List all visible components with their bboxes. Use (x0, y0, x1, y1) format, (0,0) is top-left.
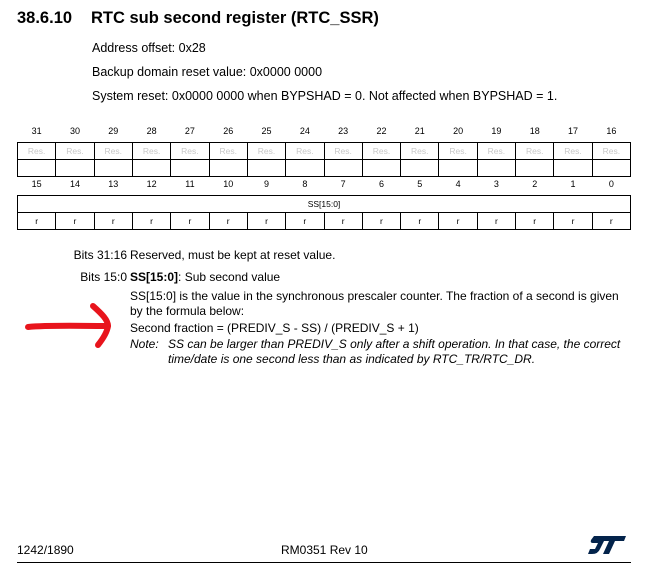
formula: Second fraction = (PREDIV_S - SS) / (PREDIV_S + 1) (130, 321, 419, 335)
bits-31-16-desc (73, 248, 630, 263)
bit-number: 22 (376, 126, 387, 136)
access-type: r (56, 213, 94, 230)
bit-number: 8 (302, 179, 308, 189)
access-type: r (18, 213, 56, 230)
access-type: r (401, 213, 439, 230)
register-upper-table (17, 120, 631, 177)
bit-number: 31 (31, 126, 42, 136)
bit-number: 16 (606, 126, 617, 136)
bit-number: 19 (491, 126, 502, 136)
section-heading (17, 9, 379, 28)
bit-number: 7 (340, 179, 346, 189)
bit-number: 11 (185, 179, 195, 189)
note (130, 337, 630, 367)
access-type: r (554, 213, 592, 230)
reserved-field: Res. (209, 143, 247, 160)
reserved-field: Res. (324, 143, 362, 160)
bits-label: Bits 15:0 (80, 270, 127, 284)
reserved-field: Res. (516, 143, 554, 160)
address-offset: Address offset: 0x28 (92, 41, 206, 55)
reserved-field: Res. (554, 143, 592, 160)
bit-number: 30 (69, 126, 80, 136)
bits-15-0-desc (80, 270, 630, 367)
bit-number: 9 (264, 179, 270, 189)
reserved-field: Res. (362, 143, 400, 160)
bit-number: 26 (223, 126, 234, 136)
access-type: r (247, 213, 285, 230)
bit-number: 4 (455, 179, 461, 189)
reserved-field: Res. (247, 143, 285, 160)
system-reset-value: System reset: 0x0000 0000 when BYPSHAD = 0. Not affected when BYPSHAD = 1. (92, 89, 558, 103)
access-type: r (516, 213, 554, 230)
bit-number: 14 (69, 179, 80, 189)
access-type: r (439, 213, 477, 230)
bit-number: 1 (570, 179, 576, 189)
field-name: SS[15:0] (130, 270, 179, 284)
bit-number: 10 (223, 179, 234, 189)
access-type: r (286, 213, 324, 230)
red-arrow-annotation-icon (20, 300, 130, 350)
field-ss: SS[15:0] (18, 196, 631, 213)
field-title: : Sub second value (178, 270, 281, 284)
note-text: SS can be larger than PREDIV_S only after a shift operation. In that case, the correct time/date is one second less than as indicated by RTC_TR/RTC_DR. (168, 337, 621, 366)
access-type: r (477, 213, 515, 230)
field-paragraph: SS[15:0] is the value in the synchronous prescaler counter. The fraction of a second is given by the formula below: (130, 289, 619, 318)
access-type: r (132, 213, 170, 230)
bit-number: 27 (184, 126, 195, 136)
reserved-field: Res. (171, 143, 209, 160)
bit-number: 12 (146, 179, 157, 189)
bits-text: Reserved, must be kept at reset value. (130, 248, 336, 262)
reserved-field: Res. (592, 143, 630, 160)
bit-number: 20 (453, 126, 464, 136)
section-number: 38.6.10 (17, 9, 73, 27)
reserved-field: Res. (477, 143, 515, 160)
access-type: r (94, 213, 132, 230)
access-type: r (171, 213, 209, 230)
st-logo-icon (588, 534, 628, 556)
document-reference: RM0351 Rev 10 (281, 543, 368, 557)
bit-number: 13 (108, 179, 119, 189)
access-type: r (324, 213, 362, 230)
bit-number: 17 (568, 126, 579, 136)
footer-divider (17, 562, 631, 563)
register-lower-table (17, 173, 631, 230)
reserved-field: Res. (18, 143, 56, 160)
bit-number: 0 (608, 179, 614, 189)
reserved-field: Res. (401, 143, 439, 160)
bit-number: 28 (146, 126, 157, 136)
backup-reset-value: Backup domain reset value: 0x0000 0000 (92, 65, 323, 79)
bit-number: 18 (529, 126, 540, 136)
bit-number: 6 (378, 179, 384, 189)
bit-number: 23 (338, 126, 349, 136)
reserved-field: Res. (94, 143, 132, 160)
reserved-field: Res. (439, 143, 477, 160)
access-type: r (592, 213, 630, 230)
bit-number: 21 (414, 126, 425, 136)
section-title: RTC sub second register (RTC_SSR) (91, 9, 379, 27)
bit-number: 29 (108, 126, 119, 136)
bit-number: 24 (299, 126, 310, 136)
reserved-field: Res. (56, 143, 94, 160)
bit-number: 15 (31, 179, 42, 189)
bit-number: 25 (261, 126, 272, 136)
bit-number: 3 (493, 179, 499, 189)
access-type: r (209, 213, 247, 230)
access-type: r (362, 213, 400, 230)
reserved-field: Res. (286, 143, 324, 160)
bit-number: 2 (532, 179, 538, 189)
reserved-field: Res. (132, 143, 170, 160)
bits-label: Bits 31:16 (73, 248, 127, 262)
note-label: Note: (130, 337, 159, 351)
page-number: 1242/1890 (17, 543, 74, 557)
bit-number: 5 (417, 179, 423, 189)
